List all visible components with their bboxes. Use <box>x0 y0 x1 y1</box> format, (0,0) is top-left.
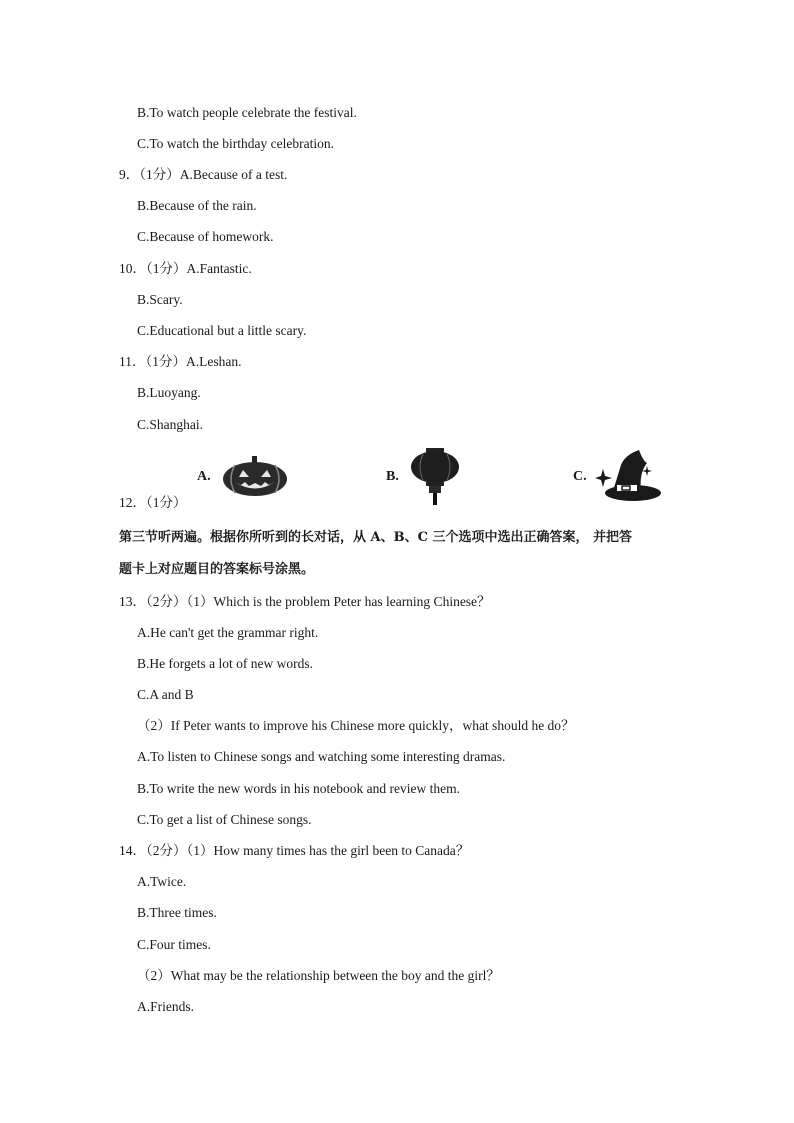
paper-lantern-icon <box>409 448 461 506</box>
picture-label-a: A. <box>197 469 211 484</box>
question-line: 9．（1分）A.Because of a test. <box>119 167 288 182</box>
sub-question-line: （2）What may be the relationship between the boy and the girl？ <box>137 968 500 983</box>
picture-label-b: B. <box>386 469 399 484</box>
option-line: B.Scary. <box>137 292 183 307</box>
option-line: B.To watch people celebrate the festival. <box>137 105 357 120</box>
question-line: 13．（2分）（1）Which is the problem Peter has learning Chinese？ <box>119 594 491 609</box>
witch-hat-icon <box>595 449 661 503</box>
question-line: 12．（1分） <box>119 495 187 510</box>
question-line: 11．（1分）A.Leshan. <box>119 354 242 369</box>
option-line: C.Four times. <box>137 937 211 952</box>
option-line: C.Because of homework. <box>137 229 274 244</box>
option-line: B.Three times. <box>137 905 217 920</box>
option-line: C.To get a list of Chinese songs. <box>137 812 312 827</box>
jack-o-lantern-icon <box>221 455 289 497</box>
question-line: 14．（2分）（1）How many times has the girl been to Canada？ <box>119 843 470 858</box>
option-line: B.He forgets a lot of new words. <box>137 656 313 671</box>
option-line: B.To write the new words in his notebook and review them. <box>137 781 460 796</box>
picture-label-c: C. <box>573 469 587 484</box>
option-line: A.Friends. <box>137 999 194 1014</box>
option-line: C.To watch the birthday celebration. <box>137 136 334 151</box>
option-line: A.He can't get the grammar right. <box>137 625 319 640</box>
section-instruction: 题卡上对应题目的答案标号涂黑。 <box>119 562 315 577</box>
sub-question-line: （2）If Peter wants to improve his Chinese more quickly，what should he do？ <box>137 718 575 733</box>
option-line: C.Educational but a little scary. <box>137 323 307 338</box>
option-line: C.Shanghai. <box>137 417 203 432</box>
option-line: C.A and B <box>137 687 194 702</box>
section-instruction: 第三节听两遍。根据你所听到的长对话，从 A、B、C 三个选项中选出正确答案， 并把答 <box>119 530 632 545</box>
option-line: B.Because of the rain. <box>137 198 257 213</box>
question-line: 10．（1分）A.Fantastic. <box>119 261 252 276</box>
option-line: B.Luoyang. <box>137 385 201 400</box>
option-line: A.Twice. <box>137 874 187 889</box>
option-line: A.To listen to Chinese songs and watching some interesting dramas. <box>137 749 506 764</box>
